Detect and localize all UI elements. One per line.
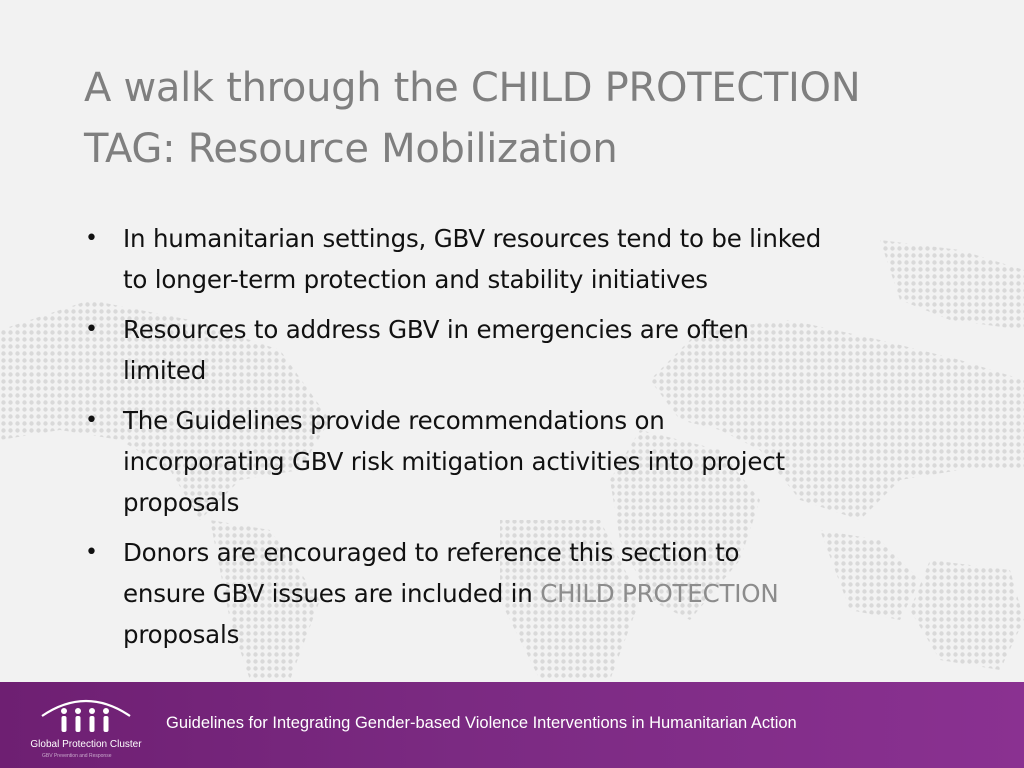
title-line-2: TAG: Resource Mobilization: [84, 126, 618, 172]
bullet-dot-icon: •: [85, 540, 98, 565]
logo-text: Global Protection Cluster: [30, 739, 142, 750]
bullet-line: proposals: [123, 620, 240, 649]
bullet-text: ensure GBV issues are included in: [123, 579, 541, 608]
bullet-item: [85, 309, 965, 391]
bullet-line: to longer-term protection and stability initiatives: [123, 265, 708, 294]
bullet-line: proposals: [123, 488, 240, 517]
bullet-line: incorporating GBV risk mitigation activities into project: [123, 447, 785, 476]
footer-caption: Guidelines for Integrating Gender-based Violence Interventions in Humanitarian Action: [166, 714, 797, 732]
bullet-line: limited: [123, 356, 207, 385]
logo-subtext: GBV Prevention and Response: [42, 753, 112, 759]
slide-title: [84, 58, 984, 180]
child-protection-highlight: CHILD PROTECTION: [540, 579, 779, 608]
bullet-item: [85, 400, 965, 523]
bullet-item: [85, 218, 965, 300]
bullet-dot-icon: •: [85, 408, 98, 433]
bullet-line: [123, 573, 965, 614]
bullet-dot-icon: •: [85, 317, 98, 342]
bullet-line: In humanitarian settings, GBV resources tend to be linked: [123, 224, 822, 253]
bullet-dot-icon: •: [85, 226, 98, 251]
people-arc-icon: [28, 690, 144, 740]
bullet-line: Resources to address GBV in emergencies are often: [123, 315, 749, 344]
global-protection-cluster-logo: [28, 690, 144, 762]
footer-bar: [0, 682, 1024, 768]
title-line-1: A walk through the CHILD PROTECTION: [84, 65, 861, 111]
bullet-line: The Guidelines provide recommendations on: [123, 406, 665, 435]
bullet-line: Donors are encouraged to reference this section to: [123, 538, 740, 567]
bullet-item: [85, 532, 965, 655]
bullet-list: [85, 218, 965, 664]
